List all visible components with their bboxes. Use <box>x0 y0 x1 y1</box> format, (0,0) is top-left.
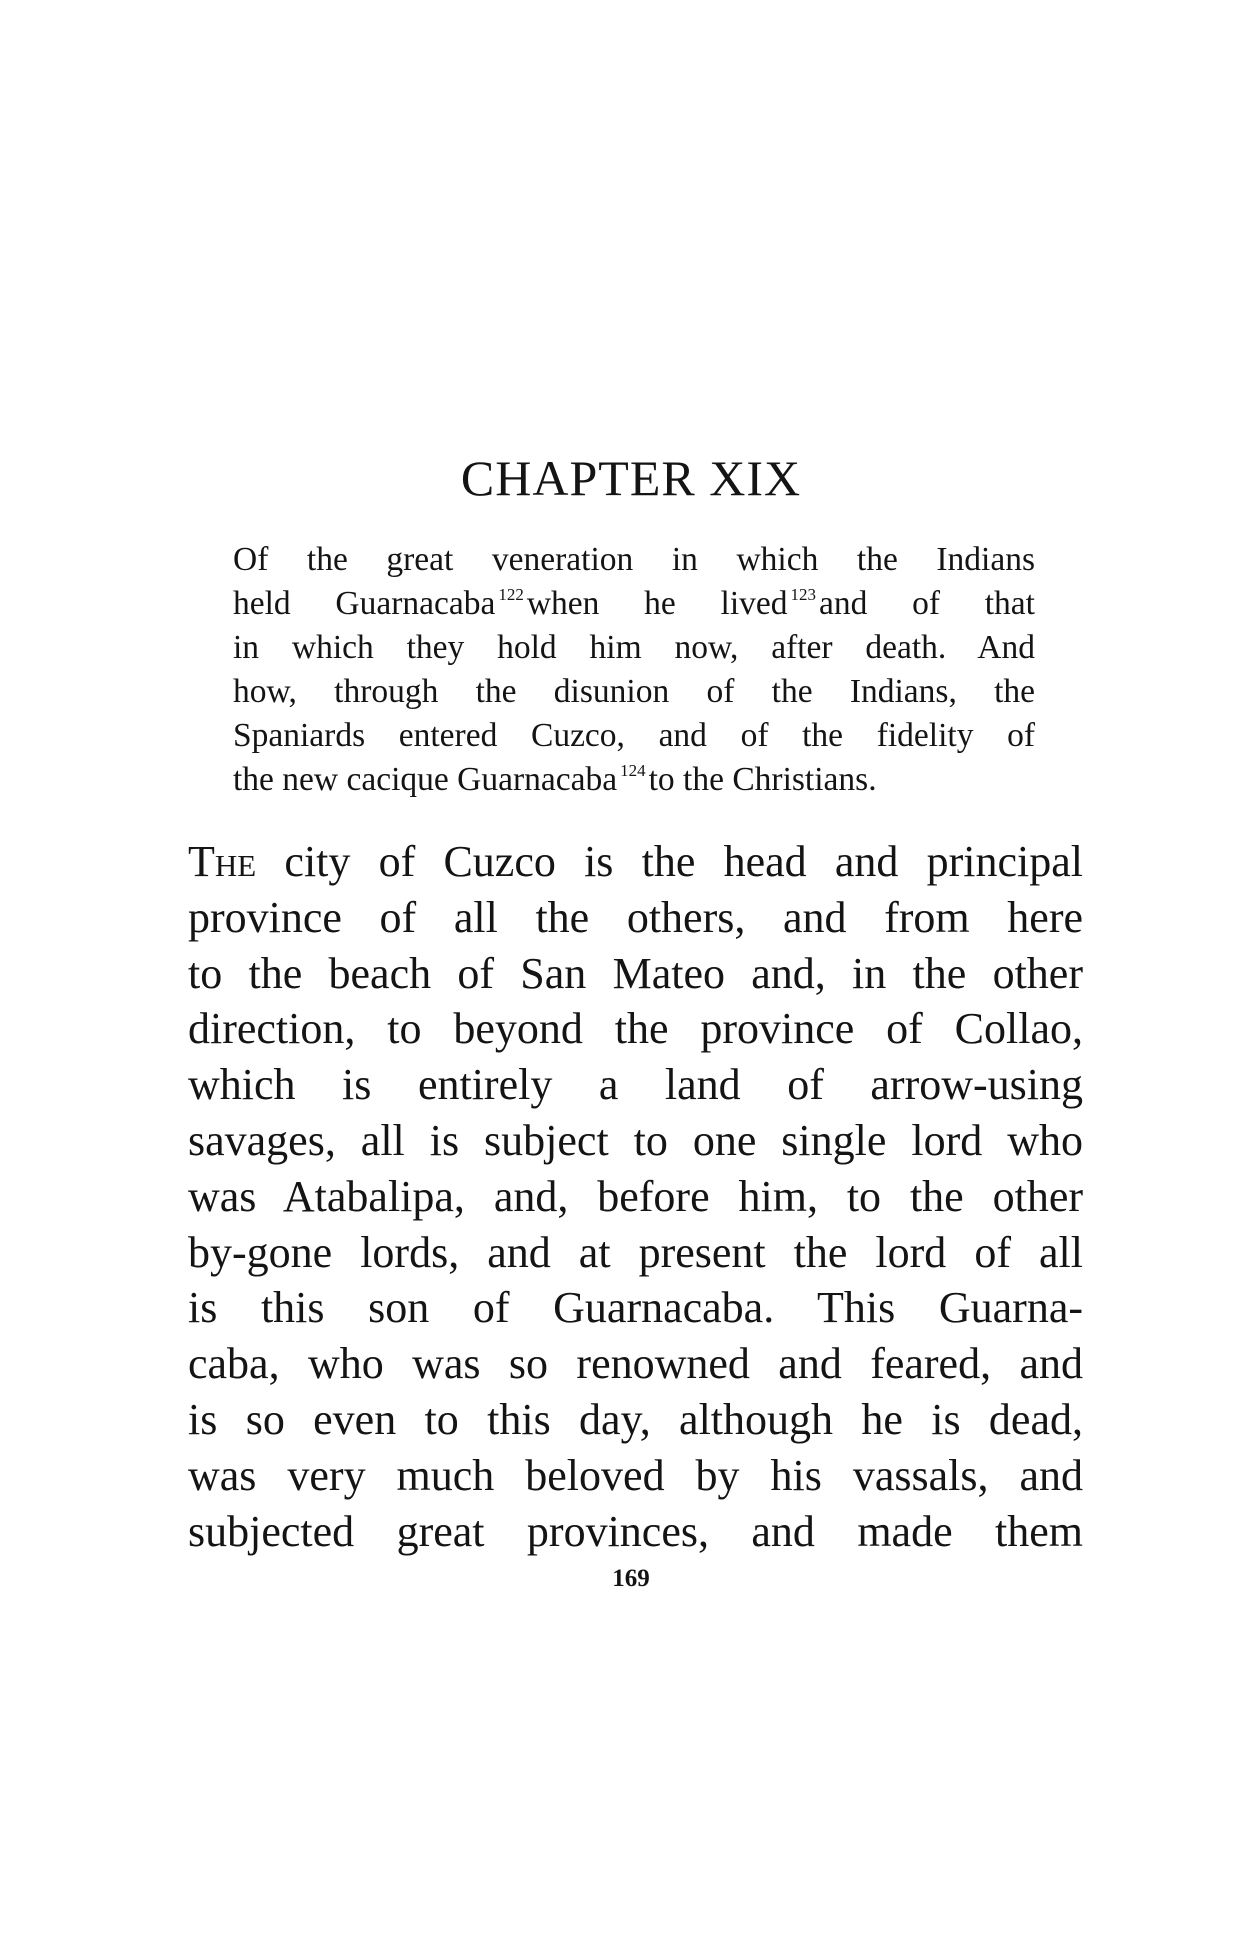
chapter-summary <box>233 538 1035 802</box>
summary-line: how, through the disunion of the Indians, the <box>233 673 1035 710</box>
body-line: was Atabalipa, and, before him, to the other <box>188 1171 1083 1221</box>
body-line: to the beach of San Mateo and, in the other <box>188 948 1083 998</box>
summary-line <box>233 758 1035 802</box>
body-line: by-gone lords, and at present the lord of all <box>188 1227 1083 1277</box>
body-line: was very much beloved by his vassals, and <box>188 1450 1083 1500</box>
page-number: 169 <box>612 1565 650 1592</box>
body-line: subjected great provinces, and made them <box>188 1506 1083 1556</box>
summary-text: to the Christians. <box>648 761 877 798</box>
body-text: city of Cuzco is the head and principal <box>256 837 1083 886</box>
summary-line: Of the great veneration in which the Indians <box>233 541 1035 578</box>
summary-line <box>233 582 1035 626</box>
body-line: is so even to this day, although he is dead, <box>188 1394 1083 1444</box>
body-line: which is entirely a land of arrow-using <box>188 1060 1083 1110</box>
chapter-title: CHAPTER XIX <box>460 450 802 506</box>
body-line: direction, to beyond the province of Collao, <box>188 1004 1083 1054</box>
footnote-ref-124: 124 <box>620 761 646 780</box>
body-line <box>188 834 1083 890</box>
summary-text: when he lived <box>526 585 788 622</box>
body-line: province of all the others, and from here <box>188 892 1083 942</box>
opening-word: The <box>188 837 257 886</box>
body-line: caba, who was so renowned and feared, and <box>188 1339 1083 1389</box>
footnote-ref-122: 122 <box>498 585 524 604</box>
summary-line: Spaniards entered Cuzco, and of the fidelity of <box>233 717 1035 754</box>
summary-text: the new cacique Guarnacaba <box>233 761 618 798</box>
body-line: savages, all is subject to one single lord who <box>188 1115 1083 1165</box>
body-paragraph <box>188 834 1083 1559</box>
footnote-ref-123: 123 <box>790 585 816 604</box>
body-line: is this son of Guarnacaba. This Guarna- <box>188 1283 1083 1333</box>
summary-text: and of that <box>819 585 1035 622</box>
summary-text: held Guarnacaba <box>233 585 496 622</box>
summary-line: in which they hold him now, after death. And <box>233 629 1035 666</box>
